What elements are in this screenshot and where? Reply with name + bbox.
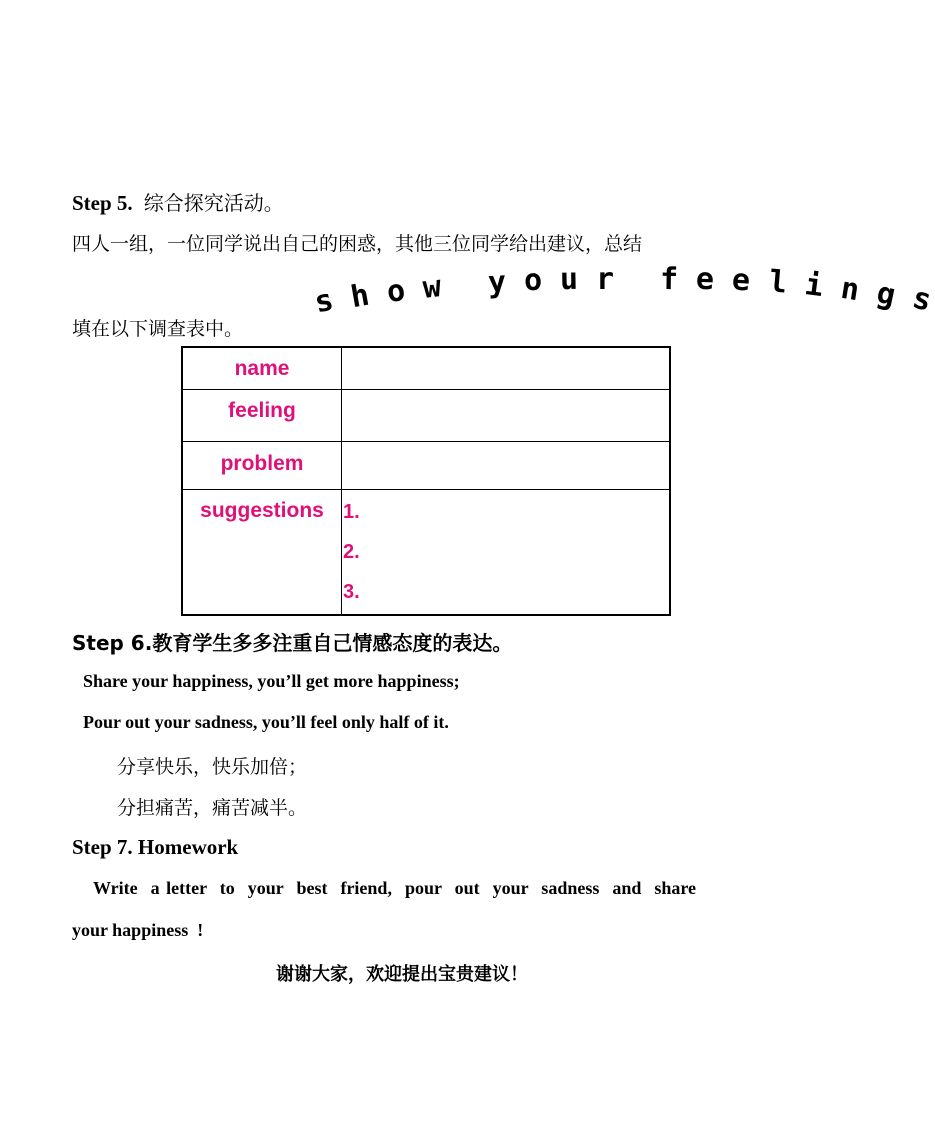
feeling-value-cell[interactable] <box>342 389 671 441</box>
suggestion-item-1: 1. <box>343 500 360 523</box>
step6-chinese-line1: 分享快乐，快乐加倍； <box>117 756 308 778</box>
wordart-letter: h <box>348 277 373 316</box>
wordart-letter: s <box>311 282 337 321</box>
step5-heading <box>72 187 284 216</box>
wordart-letter: g <box>873 275 899 314</box>
table-row <box>182 489 670 615</box>
wordart-letter: i <box>802 267 825 304</box>
problem-value-cell[interactable] <box>342 441 671 489</box>
row-label-cell <box>182 489 342 615</box>
table-row <box>182 389 670 441</box>
step5-instruction-line1: 四人一组，一位同学说出自己的困惑，其他三位同学给出建议，总结 <box>72 233 643 255</box>
suggestion-item-2: 2. <box>343 540 360 563</box>
step6-english-line2: Pour out your sadness, you’ll feel only half of it. <box>83 712 449 732</box>
row-label-cell <box>182 441 342 489</box>
wordart-letter: y <box>486 264 507 301</box>
suggestions-value-cell[interactable] <box>342 489 671 615</box>
step6-chinese-line2: 分担痛苦，痛苦减半。 <box>117 797 308 819</box>
wordart-letter: e <box>731 262 752 299</box>
show-your-feelings-wordart <box>311 261 935 321</box>
wordart-letter: r <box>595 262 614 297</box>
table-row <box>182 347 670 389</box>
table-row <box>182 441 670 489</box>
step5-instruction-line2: 填在以下调查表中。 <box>72 318 244 340</box>
name-label: name <box>234 357 290 380</box>
survey-table <box>181 346 671 616</box>
wordart-letter: o <box>384 272 408 311</box>
wordart-letter: s <box>908 280 935 319</box>
wordart-letter: f <box>659 261 679 298</box>
name-value-cell[interactable] <box>342 347 671 389</box>
step6-english-line1: Share your happiness, you’ll get more happiness; <box>83 671 460 691</box>
wordart-letter: w <box>421 269 444 306</box>
wordart-letter: e <box>695 261 715 298</box>
wordart-letter: u <box>559 261 579 298</box>
step6-heading: Step 6.教育学生多多注重自己情感态度的表达。 <box>72 631 513 655</box>
closing-thanks: 谢谢大家，欢迎提出宝贵建议！ <box>276 964 528 985</box>
wordart-letter: o <box>523 262 543 299</box>
step5-label: Step 5. <box>72 191 133 215</box>
suggestions-label: suggestions <box>200 498 324 522</box>
feeling-label: feeling <box>228 398 296 422</box>
homework-line2: your happiness ! <box>72 920 204 940</box>
row-label-cell <box>182 389 342 441</box>
wordart-letter: n <box>838 270 862 309</box>
suggestion-item-3: 3. <box>343 580 360 603</box>
wordart-letter: l <box>767 264 789 301</box>
problem-label: problem <box>220 451 304 475</box>
homework-line1: Write a letter to your best friend, pour out your sadness and share <box>93 878 697 898</box>
row-label-cell <box>182 347 342 389</box>
step5-title: 综合探究活动。 <box>143 191 284 215</box>
step7-heading: Step 7. Homework <box>72 835 239 859</box>
